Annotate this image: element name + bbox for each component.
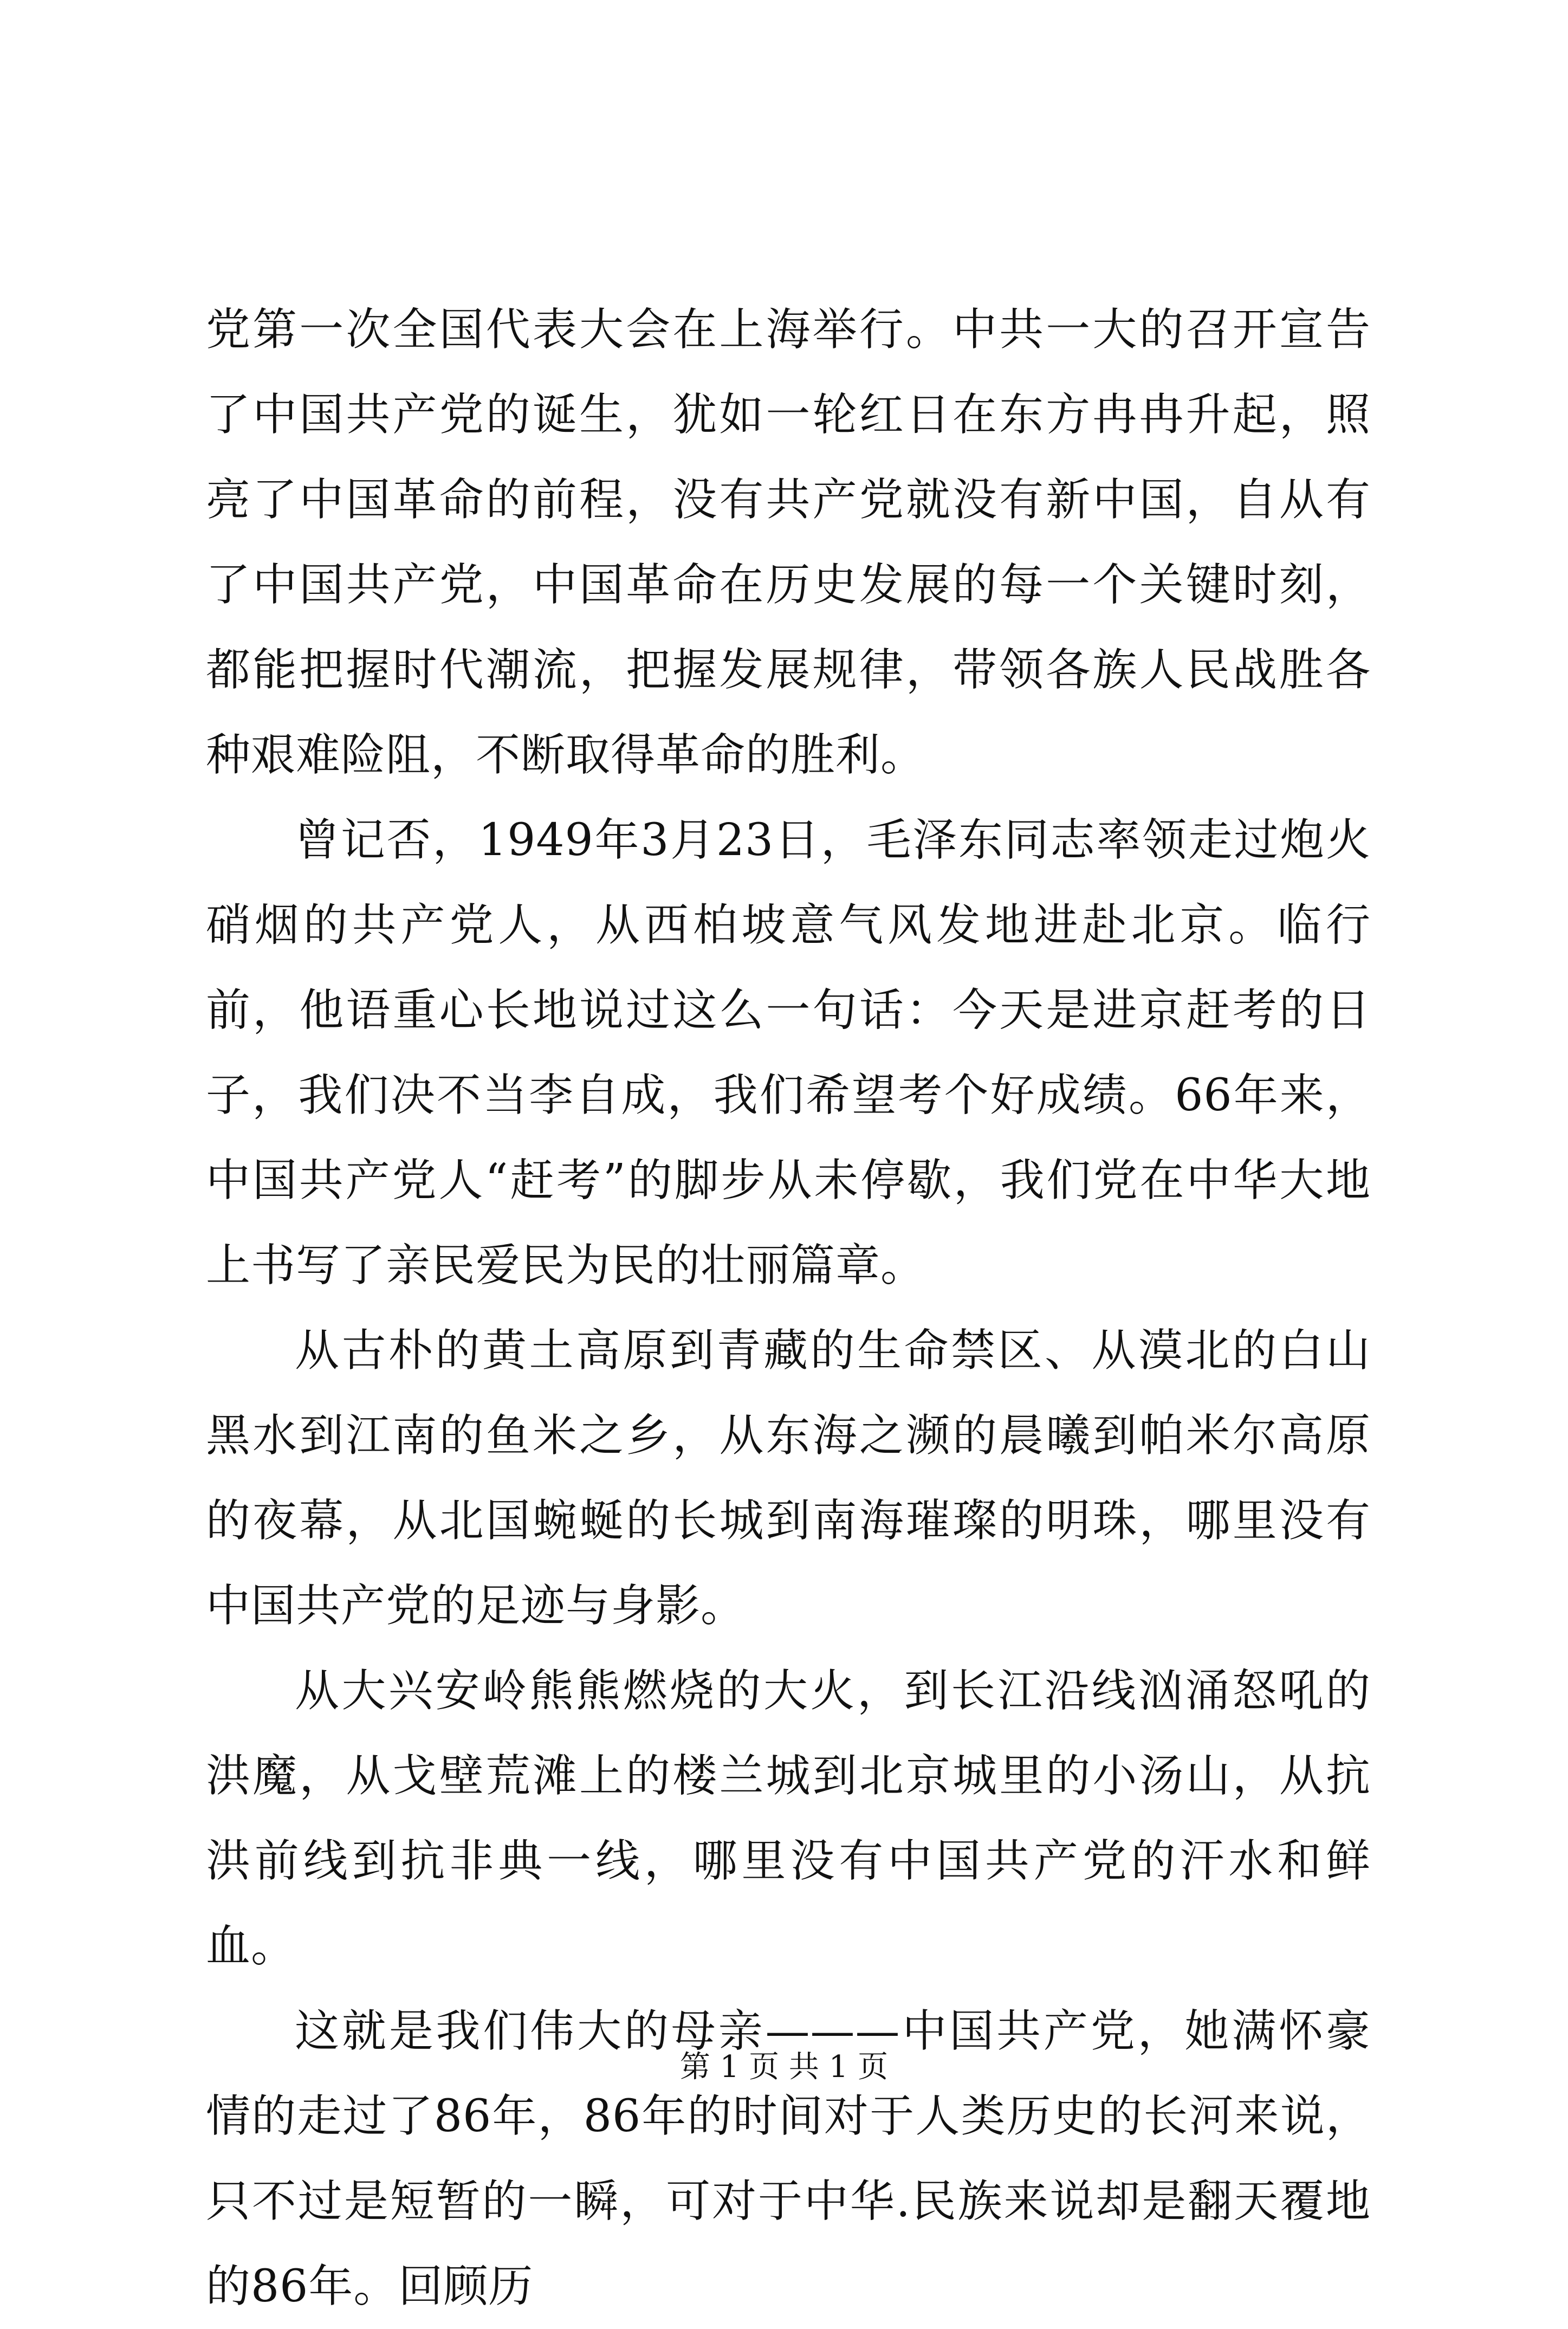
paragraph-2: 曾记否，1949年3月23日，毛泽东同志率领走过炮火硝烟的共产党人，从西柏坡意气风发地进赴北京。临行前，他语重心长地说过这么一句话：今天是进京赶考的日子，我们决不当李自成，我们希望考个好成绩。66年来，中国共产党人“赶考”的脚步从未停歇，我们党在中华大地上书写了亲民爱民为民的壮丽篇章。 [206, 814, 1371, 1291]
paragraph-5: 这就是我们伟大的母亲———中国共产党，她满怀豪情的走过了86年，86年的时间对于人类历史的长河来说，只不过是短暂的一瞬，可对于中华.民族来说却是翻天覆地的86年。回顾历 [206, 2005, 1371, 2312]
paragraph-4: 从大兴安岭熊熊燃烧的大火，到长江沿线汹涌怒吼的洪魔，从戈壁荒滩上的楼兰城到北京城里的小汤山，从抗洪前线到抗非典一线，哪里没有中国共产党的汗水和鲜血。 [206, 1665, 1371, 1972]
page-footer: 第 1 页 共 1 页 [679, 2049, 889, 2085]
paragraph-3: 从古朴的黄土高原到青藏的生命禁区、从漠北的白山黑水到江南的鱼米之乡，从东海之濒的晨曦到帕米尔高原的夜幕，从北国蜿蜒的长城到南海璀璨的明珠，哪里没有中国共产党的足迹与身影。 [206, 1325, 1371, 1632]
document-body [206, 287, 1371, 2329]
paragraph-1: 党第一次全国代表大会在上海举行。中共一大的召开宣告了中国共产党的诞生，犹如一轮红日在东方冉冉升起，照亮了中国革命的前程，没有共产党就没有新中国，自从有了中国共产党，中国革命在历史发展的每一个关键时刻，都能把握时代潮流，把握发展规律，带领各族人民战胜各种艰难险阻，不断取得革命的胜利。 [206, 304, 1371, 781]
